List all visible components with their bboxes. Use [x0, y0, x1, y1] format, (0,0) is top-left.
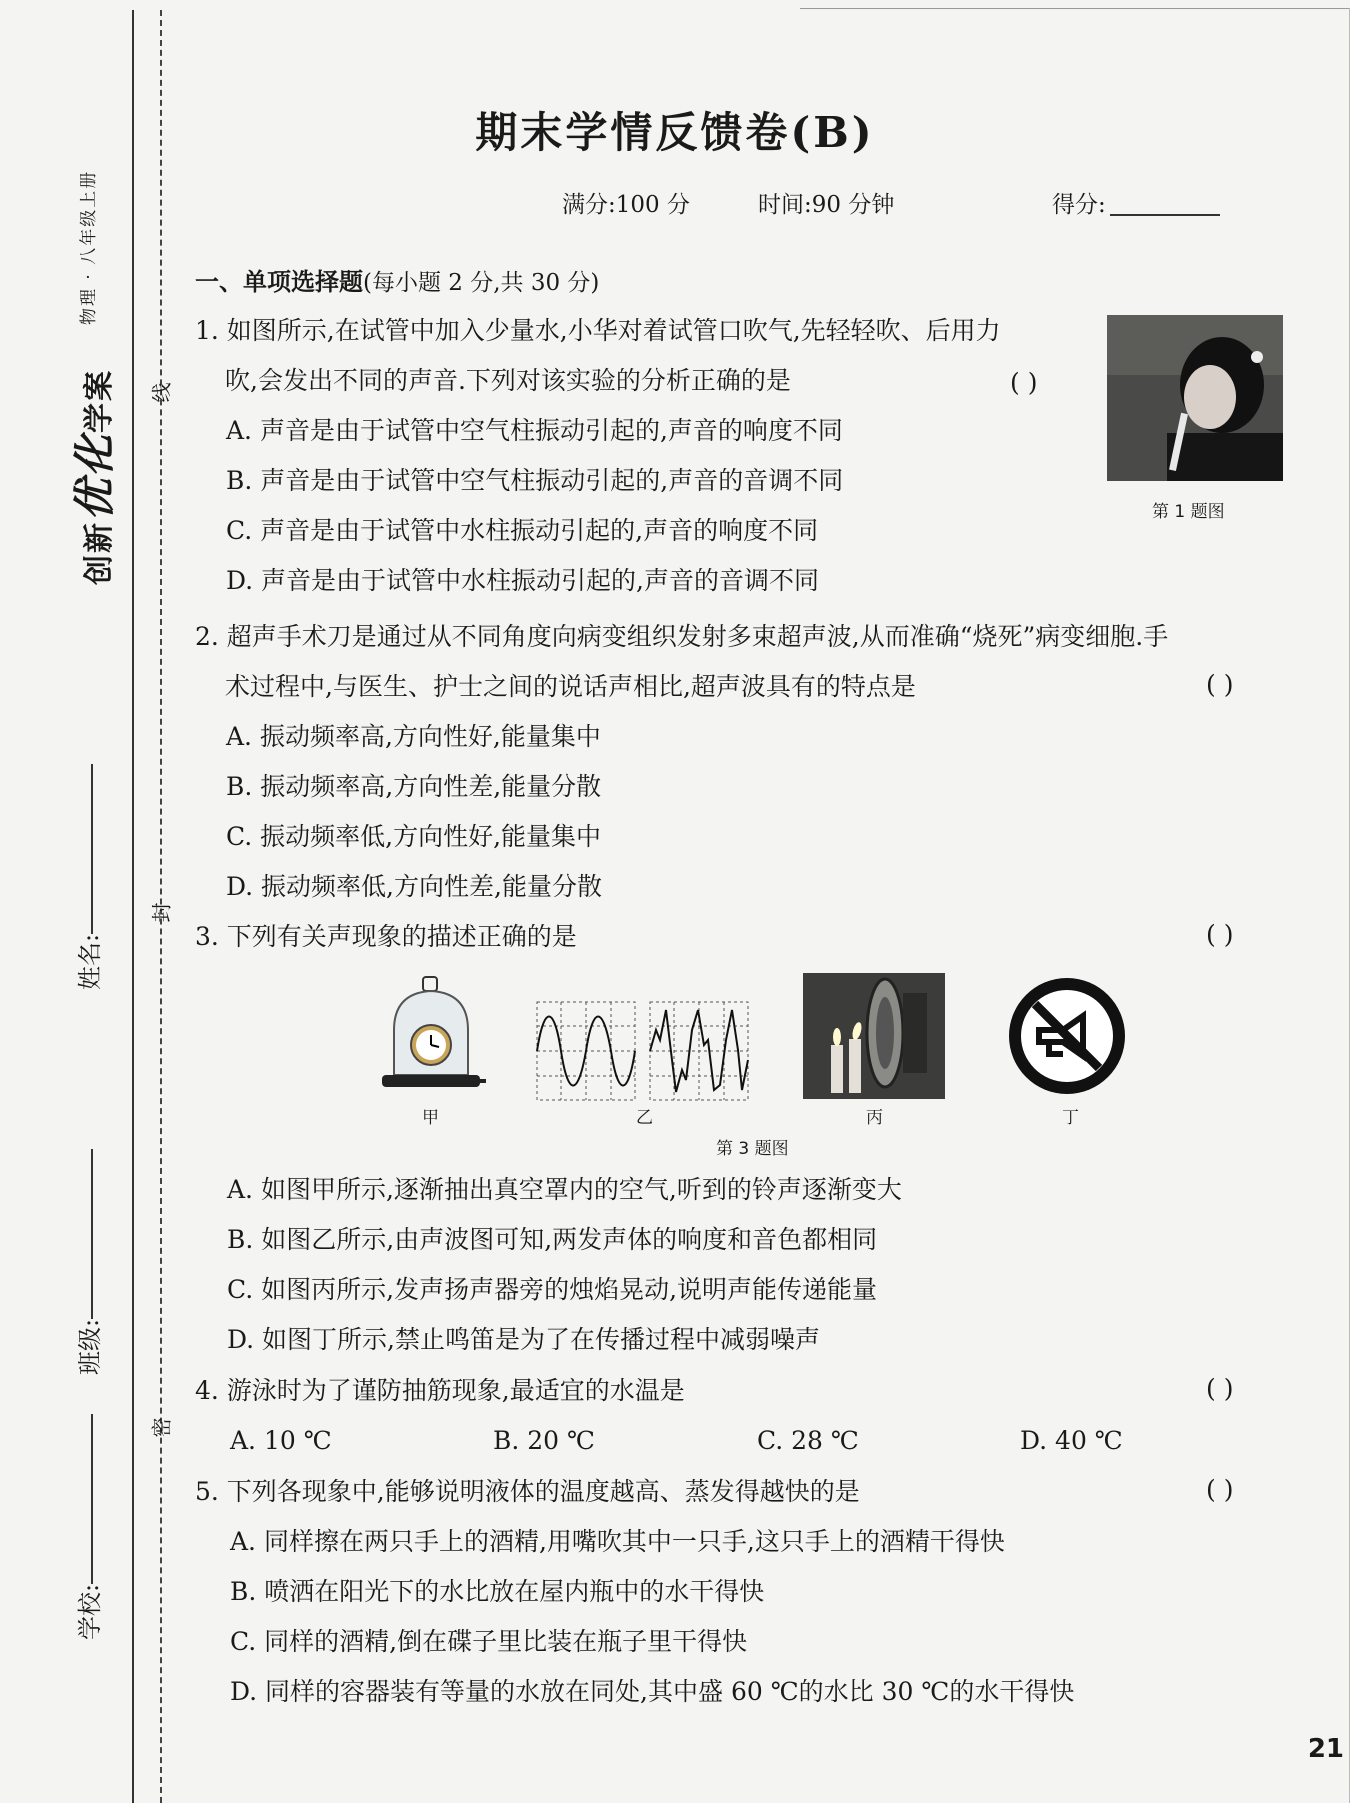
q3-figure-caption: 第 3 题图: [716, 1139, 789, 1159]
q1-photo-girl-blowing-test-tube: [1107, 315, 1283, 481]
q3-fig-label-jia: 甲: [422, 1108, 439, 1128]
q1-option-c: C. 声音是由于试管中水柱振动引起的,声音的响度不同: [226, 516, 819, 545]
score-field: 得分:: [1052, 186, 1220, 219]
q5-option-c: C. 同样的酒精,倒在碟子里比装在瓶子里干得快: [230, 1627, 748, 1656]
q4-stem: 4. 游泳时为了谨防抽筋现象,最适宜的水温是: [195, 1376, 685, 1405]
q3-fig-label-ding: 丁: [1062, 1108, 1079, 1128]
q2-option-d: D. 振动频率低,方向性差,能量分散: [226, 872, 602, 901]
seal-char-xian: 线: [149, 382, 174, 403]
subject-label: 物理 · 八年级上册: [79, 169, 99, 325]
q5-option-b: B. 喷洒在阳光下的水比放在屋内瓶中的水干得快: [230, 1577, 765, 1606]
q3-fig-candle-speaker-photo: [803, 973, 945, 1099]
q2-stem-line1: 2. 超声手术刀是通过从不同角度向病变组织发射多束超声波,从而准确“烧死”病变细胞.手: [195, 622, 1169, 651]
q3-fig-label-bing: 丙: [866, 1108, 883, 1128]
q3-fig-label-yi: 乙: [636, 1108, 653, 1128]
q5-answer-paren: ( ): [1206, 1475, 1234, 1504]
time-limit: 时间:90 分钟: [758, 192, 895, 218]
q2-option-a: A. 振动频率高,方向性好,能量集中: [226, 722, 601, 751]
q2-answer-paren: ( ): [1206, 670, 1234, 699]
name-field: 姓名:: [70, 764, 105, 990]
q4-answer-paren: ( ): [1206, 1374, 1234, 1403]
page-number: 21: [1307, 1734, 1344, 1764]
q2-option-b: B. 振动频率高,方向性差,能量分散: [226, 772, 602, 801]
q1-stem-line1: 1. 如图所示,在试管中加入少量水,小华对着试管口吹气,先轻轻吹、后用力: [195, 316, 1001, 345]
q1-option-a: A. 声音是由于试管中空气柱振动引起的,声音的响度不同: [226, 416, 843, 445]
brand-logo: 创新优化学案: [70, 368, 119, 585]
q4-option-d: D. 40 ℃: [1020, 1426, 1123, 1455]
q3-option-a: A. 如图甲所示,逐渐抽出真空罩内的空气,听到的铃声逐渐变大: [227, 1175, 902, 1204]
q3-option-b: B. 如图乙所示,由声波图可知,两发声体的响度和音色都相同: [227, 1225, 878, 1254]
full-score: 满分:100 分: [562, 192, 690, 218]
q1-answer-paren: ( ): [1010, 368, 1038, 397]
q2-option-c: C. 振动频率低,方向性好,能量集中: [226, 822, 602, 851]
q1-option-d: D. 声音是由于试管中水柱振动引起的,声音的音调不同: [226, 566, 819, 595]
seal-char-feng: 封: [149, 902, 174, 923]
q1-option-b: B. 声音是由于试管中空气柱振动引起的,声音的音调不同: [226, 466, 844, 495]
q3-answer-paren: ( ): [1206, 920, 1234, 949]
q1-stem-line2: 吹,会发出不同的声音.下列对该实验的分析正确的是: [225, 366, 791, 395]
q3-option-c: C. 如图丙所示,发声扬声器旁的烛焰晃动,说明声能传递能量: [227, 1275, 878, 1304]
q3-fig-no-honking-sign: [1005, 974, 1129, 1098]
q5-option-a: A. 同样擦在两只手上的酒精,用嘴吹其中一只手,这只手上的酒精干得快: [230, 1527, 1005, 1556]
q3-option-d: D. 如图丁所示,禁止鸣笛是为了在传播过程中减弱噪声: [227, 1325, 820, 1354]
q1-figure-caption: 第 1 题图: [1152, 502, 1225, 522]
top-border: [800, 8, 1350, 9]
q3-fig-sound-waveforms: [536, 1000, 751, 1103]
q2-stem-line2: 术过程中,与医生、护士之间的说话声相比,超声波具有的特点是: [225, 672, 916, 701]
q4-option-c: C. 28 ℃: [757, 1426, 859, 1455]
q3-fig-bell-jar-alarm-clock: [376, 975, 486, 1100]
q5-option-d: D. 同样的容器装有等量的水放在同处,其中盛 60 ℃的水比 30 ℃的水干得快: [230, 1677, 1075, 1706]
class-field: 班级:: [70, 1149, 105, 1375]
q5-stem: 5. 下列各现象中,能够说明液体的温度越高、蒸发得越快的是: [195, 1477, 860, 1506]
q4-option-a: A. 10 ℃: [230, 1426, 332, 1455]
school-field: 学校:: [70, 1414, 105, 1640]
q3-stem: 3. 下列有关声现象的描述正确的是: [195, 922, 577, 951]
binding-solid-line: [132, 10, 134, 1803]
section-heading: 一、单项选择题(每小题 2 分,共 30 分): [195, 268, 600, 296]
seal-char-mi: 密: [149, 1417, 174, 1438]
page-title: 期末学情反馈卷(B): [475, 108, 875, 157]
q4-option-b: B. 20 ℃: [493, 1426, 595, 1455]
